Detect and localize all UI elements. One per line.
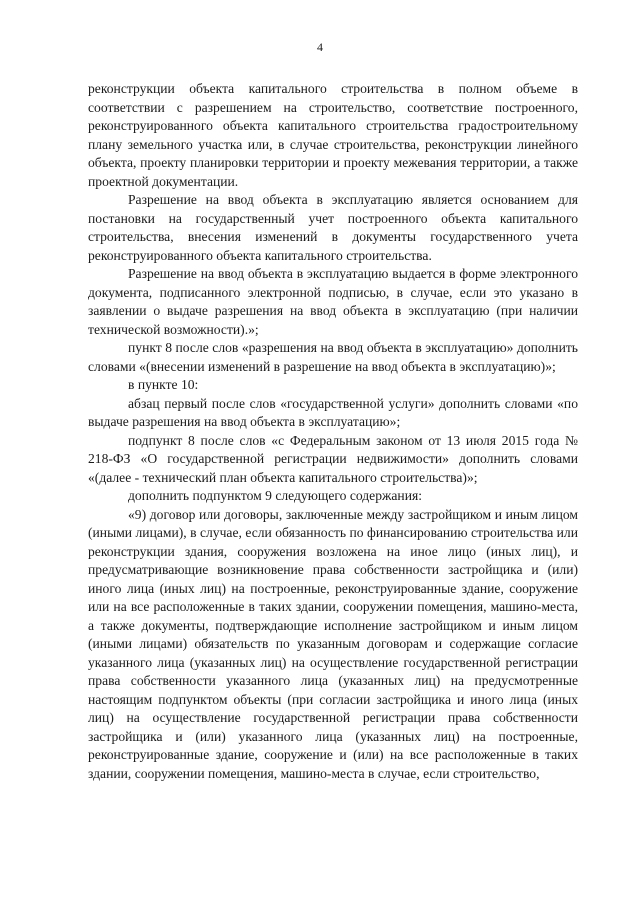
paragraph: дополнить подпунктом 9 следующего содержания: bbox=[128, 488, 423, 503]
paragraph: абзац первый после слов «государственной услуги» дополнить словами «по выдаче разрешения на ввод объекта в эксплуатацию»; bbox=[88, 395, 578, 429]
paragraph: реконструкции объекта капитального строительства в полном объеме в соответствии с разрешением на строительство, соответствие построенного, реконструированного объекта капитального строительства градостроительному плану земельного участка или, в случае строительства, реконструкции линейного объекта, проекту планировки территории и проекту межевания территории, а также проектной документации. bbox=[88, 81, 578, 189]
paragraph: Разрешение на ввод объекта в эксплуатацию является основанием для постановки на государственный учет построенного объекта капитального строительства, внесения изменений в документы государственного учета реконструированного объекта капитального строительства. bbox=[88, 192, 578, 263]
document-body bbox=[88, 80, 578, 783]
paragraph: в пункте 10: bbox=[128, 377, 199, 392]
page-number: 4 bbox=[317, 40, 323, 54]
paragraph: пункт 8 после слов «разрешения на ввод объекта в эксплуатацию» дополнить словами «(внесении изменений в разрешение на ввод объекта в эксплуатацию)»; bbox=[88, 340, 578, 374]
paragraph: Разрешение на ввод объекта в эксплуатацию выдается в форме электронного документа, подписанного электронной подписью, в случае, если это указано в заявлении о выдаче разрешения на ввод объекта в эксплуатацию (при наличии технической возможности).»; bbox=[88, 266, 578, 337]
paragraph: «9) договор или договоры, заключенные между застройщиком и иным лицом (иными лицами), в случае, если обязанность по финансированию строительства или реконструкции здания, сооружения возложена на иное лицо (иных лиц), и предусматривающие возникновение права собственности застройщика и (или) иного лица (иных лиц) на построенные, реконструированные здание, сооружение или на все расположенные в таких здании, сооружении помещения, машино-места, а также документы, подтверждающие исполнение застройщиком и иным лицом (иными лицами) обязательств по указанным договорам и содержащие согласие указанного лица (указанных лиц) на осуществление государственной регистрации права собственности указанного лица (указанных лиц) на предусмотренные настоящим подпунктом объекты (при согласии застройщика и иного лица (иных лиц) на осуществление государственной регистрации права собственности застройщика и (или) указанного лица (указанных лиц) на построенные, реконструированные здание, сооружение и (или) на все расположенные в таких здании, сооружении помещения, машино-места в случае, если строительство, bbox=[88, 506, 578, 781]
paragraph: подпункт 8 после слов «с Федеральным законом от 13 июля 2015 года № 218-ФЗ «О государственной регистрации недвижимости» дополнить словами «(далее - технический план объекта капитального строительства)»; bbox=[88, 432, 578, 485]
